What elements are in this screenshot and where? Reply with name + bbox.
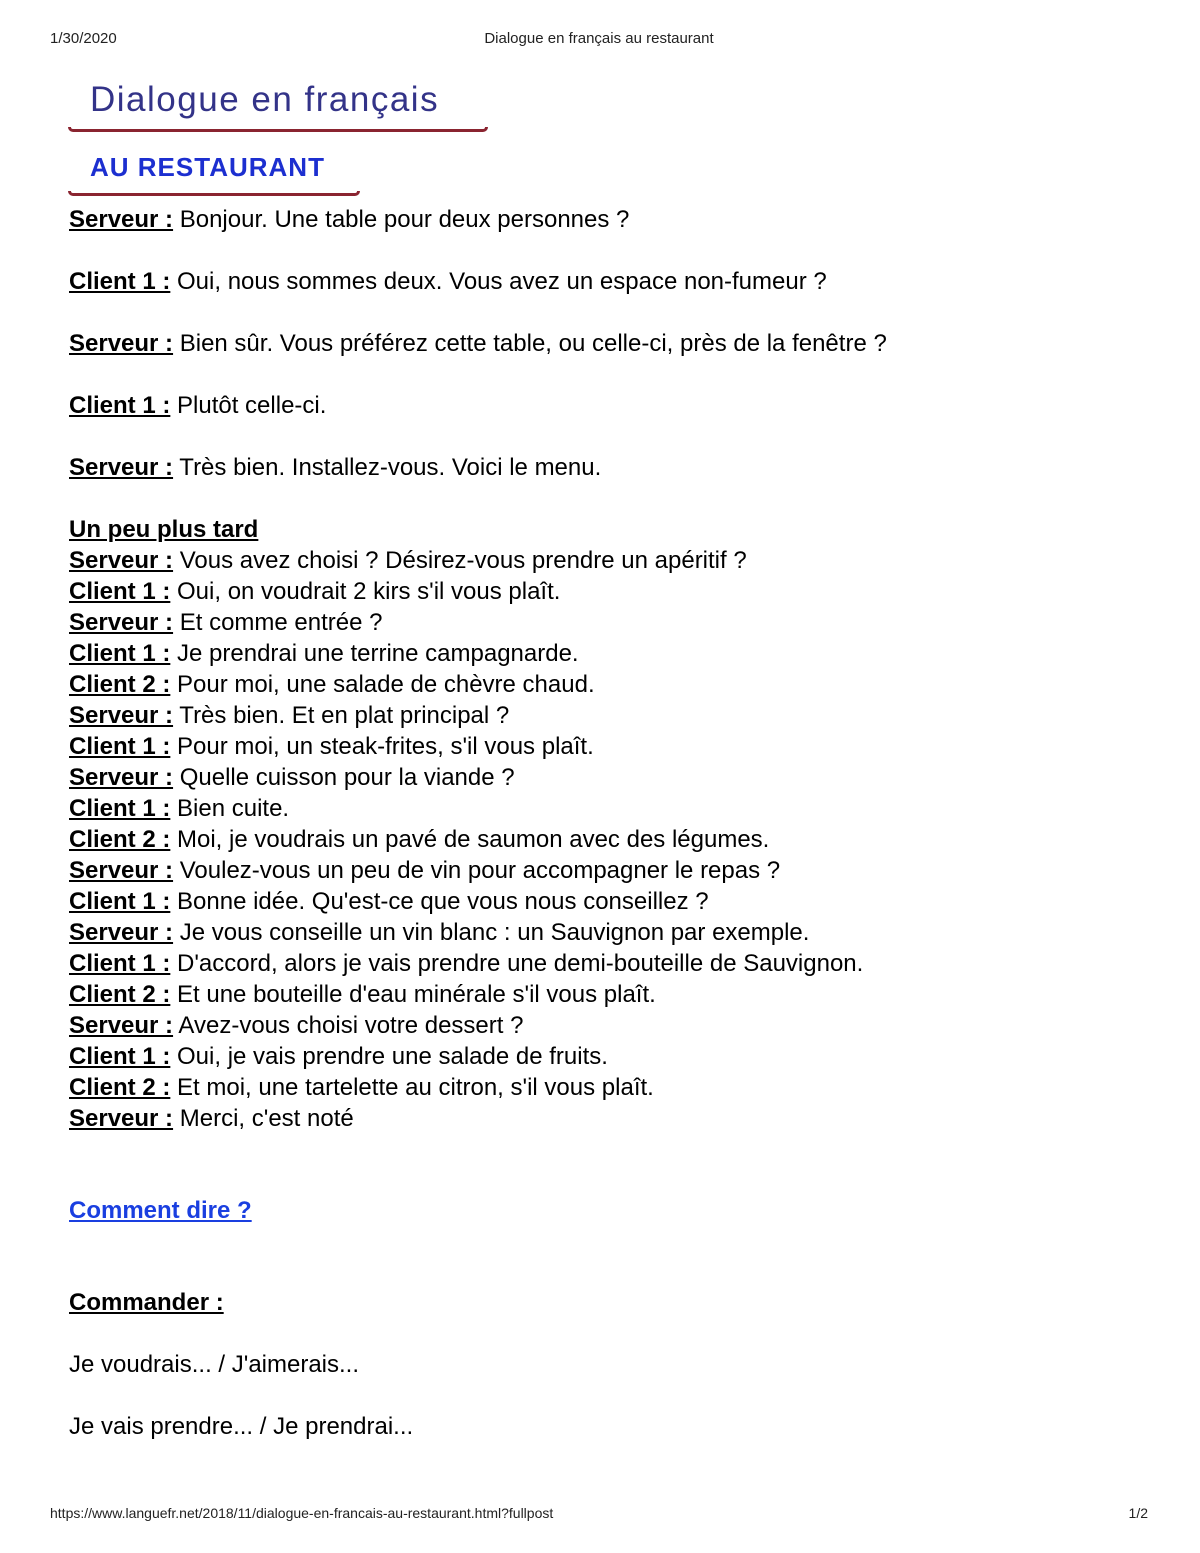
commander-title: Commander : <box>69 1289 224 1316</box>
dialogue-text: Quelle cuisson pour la viande ? <box>173 764 515 791</box>
speaker-label: Client 1 : <box>69 578 171 605</box>
dialogue-line <box>69 855 1149 886</box>
main-heading-text: Dialogue en français <box>90 80 440 119</box>
dialogue-line <box>69 452 1149 514</box>
dialogue-content <box>69 204 1149 1473</box>
dialogue-text: Oui, nous sommes deux. Vous avez un espace non-fumeur ? <box>170 268 827 295</box>
dialogue-text: Bonjour. Une table pour deux personnes ? <box>173 206 630 233</box>
dialogue-text: Oui, je vais prendre une salade de fruits. <box>170 1043 608 1070</box>
comment-dire-link[interactable]: Comment dire ? <box>69 1197 252 1224</box>
speaker-label: Serveur : <box>69 454 174 481</box>
dialogue-line <box>69 1041 1149 1072</box>
speaker-label: Serveur : <box>69 764 174 791</box>
phrase-line: Je voudrais... / J'aimerais... <box>69 1351 360 1378</box>
dialogue-text: Très bien. Et en plat principal ? <box>173 702 510 729</box>
speaker-label: Serveur : <box>69 547 174 574</box>
dialogue-text: Très bien. Installez-vous. Voici le menu. <box>173 454 602 481</box>
speaker-label: Client 1 : <box>69 795 171 822</box>
speaker-label: Client 1 : <box>69 950 171 977</box>
comment-dire-row <box>69 1195 1149 1226</box>
dialogue-text: Pour moi, un steak-frites, s'il vous plaît. <box>170 733 594 760</box>
dialogue-text: Voulez-vous un peu de vin pour accompagner le repas ? <box>173 857 781 884</box>
sub-heading-text: AU RESTAURANT <box>90 152 325 182</box>
speaker-label: Serveur : <box>69 919 174 946</box>
sub-heading <box>68 150 360 196</box>
dialogue-later <box>69 545 1149 1134</box>
spacer <box>69 1226 1149 1287</box>
dialogue-line <box>69 576 1149 607</box>
dialogue-text: Pour moi, une salade de chèvre chaud. <box>170 671 595 698</box>
speaker-label: Client 2 : <box>69 1074 171 1101</box>
dialogue-text: Vous avez choisi ? Désirez-vous prendre un apéritif ? <box>173 547 747 574</box>
dialogue-line <box>69 824 1149 855</box>
dialogue-line <box>69 1103 1149 1134</box>
page-number: 1/2 <box>1128 1505 1148 1521</box>
dialogue-line <box>69 1010 1149 1041</box>
speaker-label: Serveur : <box>69 702 174 729</box>
speaker-label: Serveur : <box>69 330 174 357</box>
speaker-label: Client 2 : <box>69 671 171 698</box>
dialogue-line <box>69 1072 1149 1103</box>
print-header <box>50 30 1148 50</box>
speaker-label: Serveur : <box>69 1012 174 1039</box>
speaker-label: Client 1 : <box>69 640 171 667</box>
speaker-label: Client 2 : <box>69 826 171 853</box>
print-footer <box>50 1505 1148 1525</box>
dialogue-text: Plutôt celle-ci. <box>170 392 327 419</box>
dialogue-text: D'accord, alors je vais prendre une demi-bouteille de Sauvignon. <box>170 950 864 977</box>
dialogue-text: Bonne idée. Qu'est-ce que vous nous conseillez ? <box>170 888 709 915</box>
dialogue-line <box>69 917 1149 948</box>
speaker-label: Serveur : <box>69 1105 174 1132</box>
speaker-label: Serveur : <box>69 857 174 884</box>
speaker-label: Client 1 : <box>69 733 171 760</box>
dialogue-text: Et moi, une tartelette au citron, s'il vous plaît. <box>170 1074 654 1101</box>
dialogue-text: Je prendrai une terrine campagnarde. <box>170 640 579 667</box>
sub-heading-underline <box>68 191 360 196</box>
speaker-label: Serveur : <box>69 206 174 233</box>
dialogue-line <box>69 638 1149 669</box>
print-title: Dialogue en français au restaurant <box>484 30 714 47</box>
speaker-label: Client 1 : <box>69 392 171 419</box>
dialogue-line <box>69 731 1149 762</box>
speaker-label: Client 1 : <box>69 888 171 915</box>
dialogue-line <box>69 390 1149 452</box>
dialogue-text: Je vous conseille un vin blanc : un Sauvignon par exemple. <box>173 919 810 946</box>
speaker-label: Client 1 : <box>69 268 171 295</box>
dialogue-text: Moi, je voudrais un pavé de saumon avec des légumes. <box>170 826 770 853</box>
dialogue-text: Et comme entrée ? <box>173 609 383 636</box>
dialogue-text: Merci, c'est noté <box>173 1105 354 1132</box>
dialogue-line <box>69 762 1149 793</box>
dialogue-line <box>69 545 1149 576</box>
dialogue-line <box>69 328 1149 390</box>
dialogue-line <box>69 669 1149 700</box>
dialogue-line <box>69 948 1149 979</box>
speaker-label: Client 2 : <box>69 981 171 1008</box>
dialogue-intro <box>69 204 1149 514</box>
later-section-title: Un peu plus tard <box>69 516 259 543</box>
spacer <box>69 1134 1149 1195</box>
speaker-label: Serveur : <box>69 609 174 636</box>
dialogue-line <box>69 886 1149 917</box>
phrase-line: Je vais prendre... / Je prendrai... <box>69 1413 414 1440</box>
dialogue-text: Avez-vous choisi votre dessert ? <box>173 1012 524 1039</box>
dialogue-line <box>69 266 1149 328</box>
dialogue-text: Bien sûr. Vous préférez cette table, ou celle-ci, près de la fenêtre ? <box>173 330 887 357</box>
dialogue-line <box>69 793 1149 824</box>
main-heading-underline <box>68 127 488 132</box>
dialogue-text: Bien cuite. <box>170 795 290 822</box>
print-url: https://www.languefr.net/2018/11/dialogue-en-francais-au-restaurant.html?fullpost <box>50 1505 554 1521</box>
dialogue-line <box>69 607 1149 638</box>
dialogue-line <box>69 204 1149 266</box>
print-date: 1/30/2020 <box>50 30 117 47</box>
speaker-label: Client 1 : <box>69 1043 171 1070</box>
dialogue-text: Et une bouteille d'eau minérale s'il vous plaît. <box>170 981 656 1008</box>
phrase-list <box>69 1349 1149 1473</box>
commander-row <box>69 1287 1149 1318</box>
dialogue-text: Oui, on voudrait 2 kirs s'il vous plaît. <box>170 578 561 605</box>
spacer <box>69 1318 1149 1349</box>
dialogue-line <box>69 700 1149 731</box>
main-heading <box>68 80 488 132</box>
dialogue-line <box>69 979 1149 1010</box>
